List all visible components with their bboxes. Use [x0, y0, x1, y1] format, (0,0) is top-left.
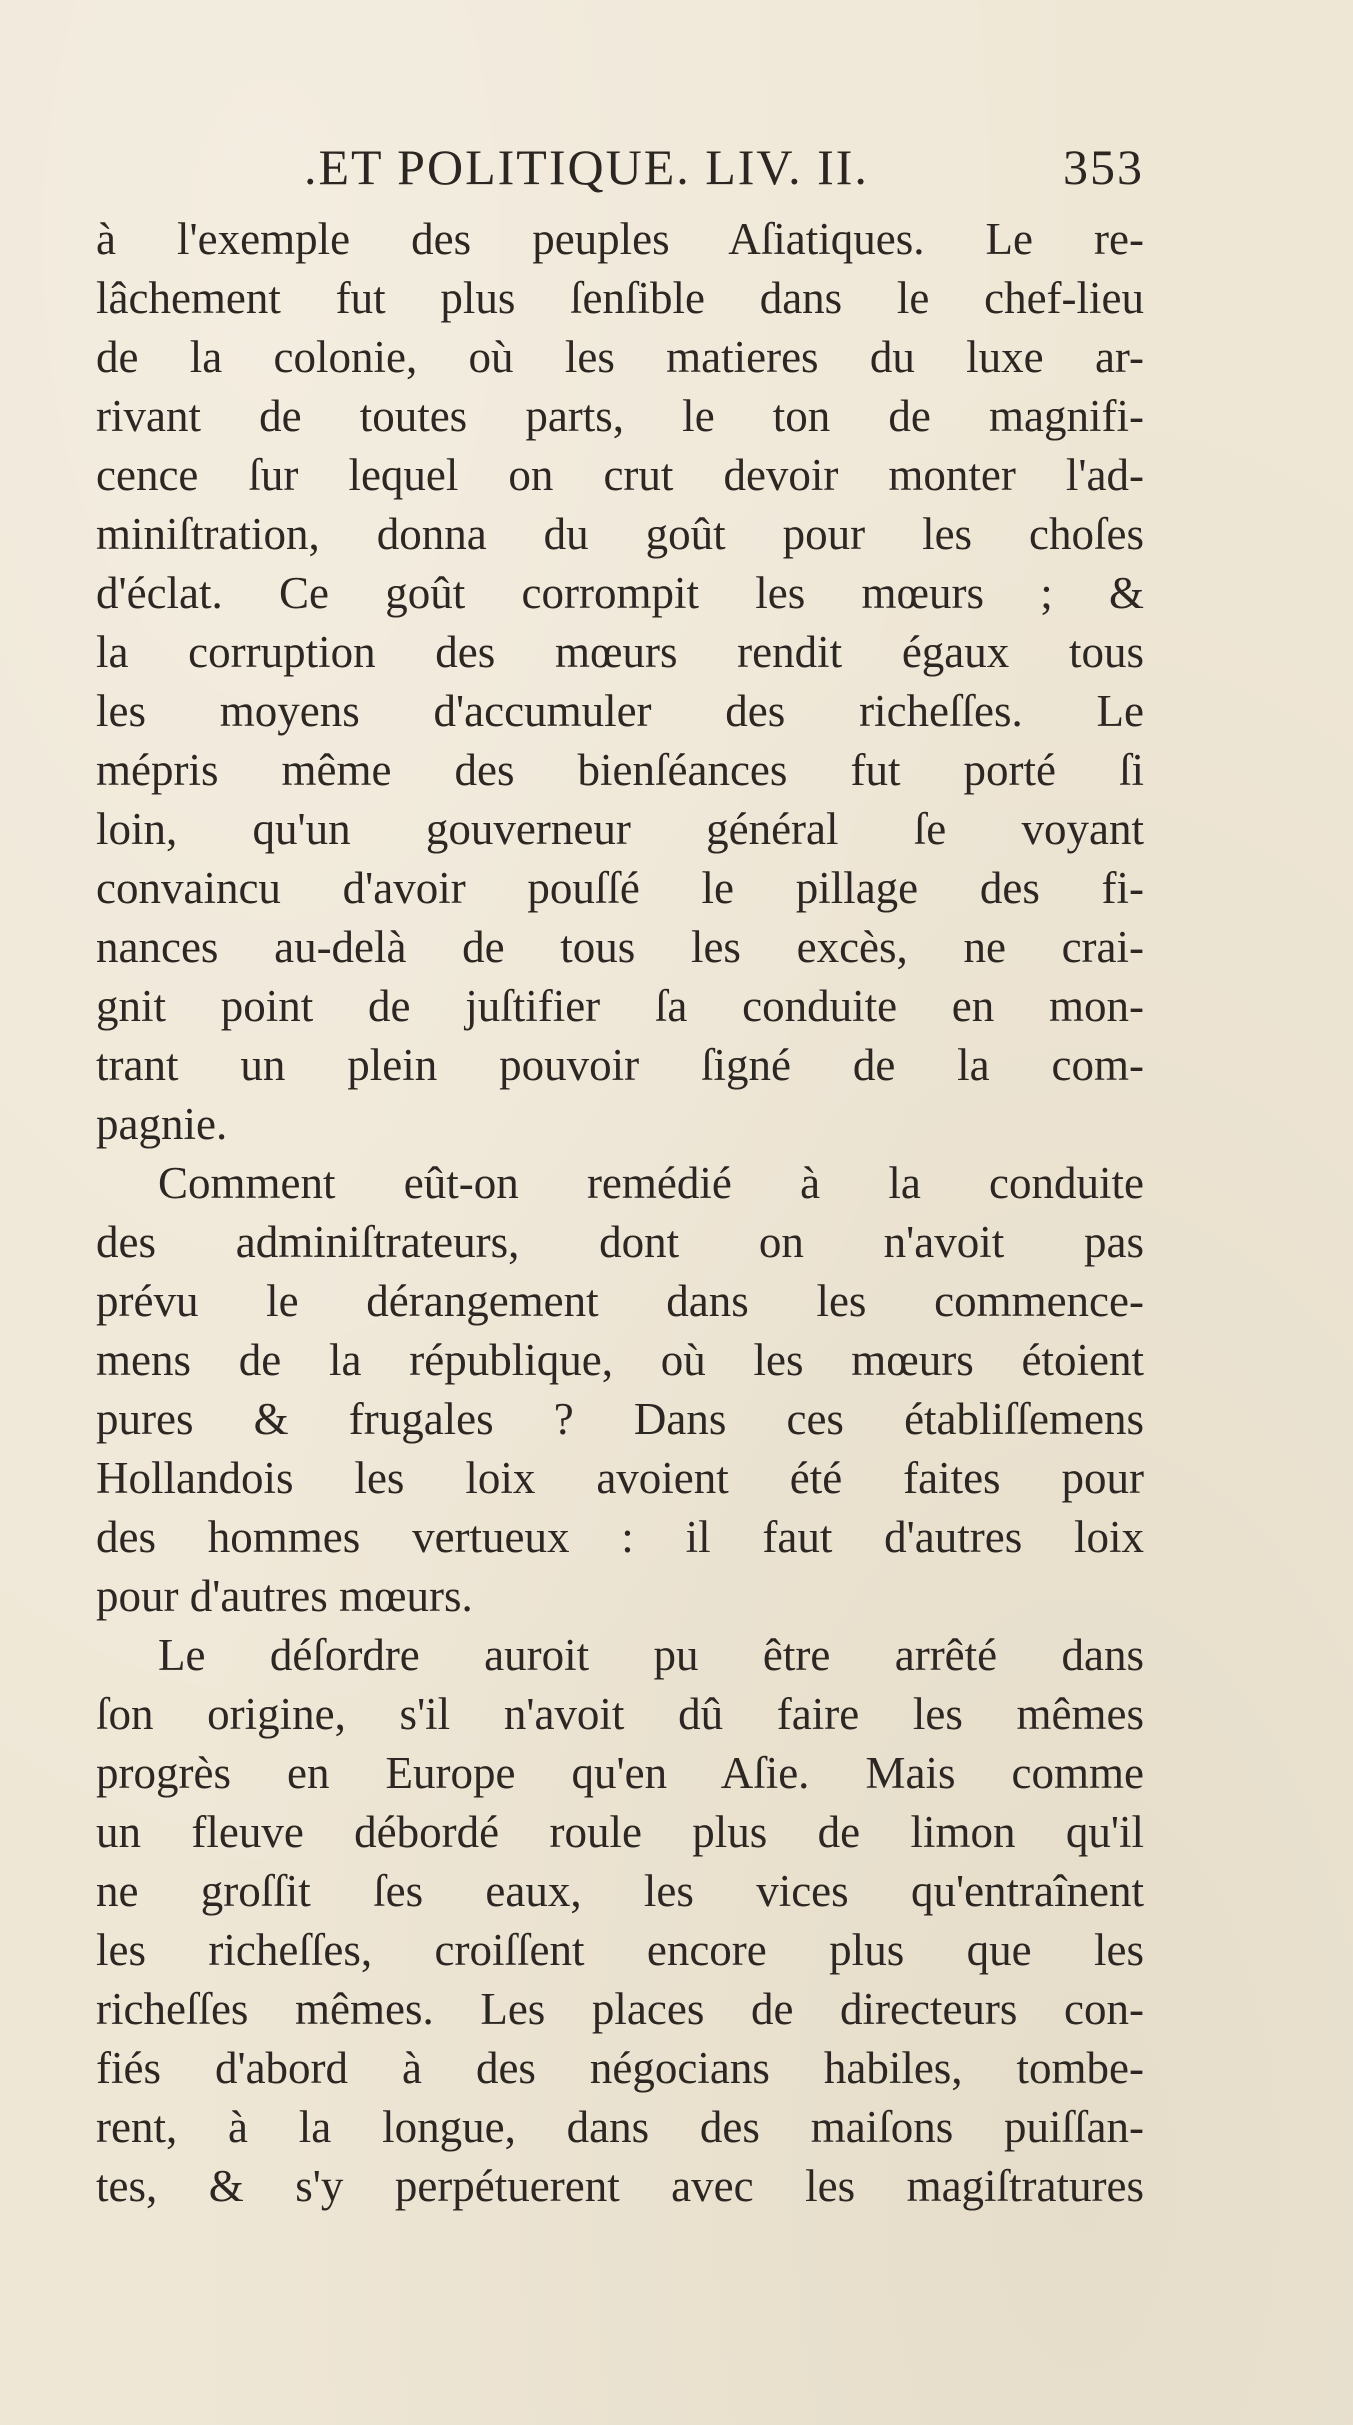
text-line: cence ſur lequel on crut devoir monter l'ad- — [96, 450, 1144, 500]
text-line: mépris même des bienſéances fut porté ſi — [96, 745, 1144, 795]
text-line: trant un plein pouvoir ſigné de la com- — [96, 1040, 1144, 1090]
text-line: des hommes vertueux : il faut d'autres loix — [96, 1512, 1144, 1562]
text-line: gnit point de juſtifier ſa conduite en mon- — [96, 981, 1144, 1031]
text-line: Comment eût-on remédié à la conduite — [158, 1158, 1144, 1208]
text-line: à l'exemple des peuples Aſiatiques. Le re- — [96, 214, 1144, 264]
text-line: tes, & s'y perpétuerent avec les magiſtratures — [96, 2161, 1144, 2211]
text-line: prévu le dérangement dans les commence- — [96, 1276, 1144, 1326]
text-line: ſon origine, s'il n'avoit dû faire les mêmes — [96, 1689, 1144, 1739]
text-line: fiés d'abord à des négocians habiles, tombe- — [96, 2043, 1144, 2093]
text-line: rent, à la longue, dans des maiſons puiſſan- — [96, 2102, 1144, 2152]
text-line: nances au-delà de tous les excès, ne crai- — [96, 922, 1144, 972]
running-title: .ET POLITIQUE. LIV. II. — [304, 139, 869, 195]
text-line: pour d'autres mœurs. — [96, 1571, 473, 1621]
text-line: les moyens d'accumuler des richeſſes. Le — [96, 686, 1144, 736]
text-line: la corruption des mœurs rendit égaux tous — [96, 627, 1144, 677]
text-line: richeſſes mêmes. Les places de directeurs con- — [96, 1984, 1144, 2034]
text-line: Le déſordre auroit pu être arrêté dans — [158, 1630, 1144, 1680]
text-line: loin, qu'un gouverneur général ſe voyant — [96, 804, 1144, 854]
paragraph-3 — [96, 1626, 1144, 2216]
text-line: miniſtration, donna du goût pour les choſes — [96, 509, 1144, 559]
text-line: convaincu d'avoir pouſſé le pillage des fi- — [96, 863, 1144, 913]
text-line: pagnie. — [96, 1099, 228, 1149]
running-head — [96, 138, 1144, 208]
page-number: 353 — [1063, 139, 1144, 195]
paragraph-1 — [96, 210, 1144, 1154]
text-line: Hollandois les loix avoient été faites pour — [96, 1453, 1144, 1503]
text-line: rivant de toutes parts, le ton de magnifi- — [96, 391, 1144, 441]
text-line: progrès en Europe qu'en Aſie. Mais comme — [96, 1748, 1144, 1798]
text-line: un fleuve débordé roule plus de limon qu'il — [96, 1807, 1144, 1857]
paragraph-2 — [96, 1154, 1144, 1626]
text-line: des adminiſtrateurs, dont on n'avoit pas — [96, 1217, 1144, 1267]
text-line: d'éclat. Ce goût corrompit les mœurs ; & — [96, 568, 1144, 618]
text-line: de la colonie, où les matieres du luxe ar- — [96, 332, 1144, 382]
text-line: mens de la république, où les mœurs étoient — [96, 1335, 1144, 1385]
text-line: pures & frugales ? Dans ces établiſſemens — [96, 1394, 1144, 1444]
text-line: lâchement fut plus ſenſible dans le chef-lieu — [96, 273, 1144, 323]
body-text — [96, 210, 1144, 2216]
text-line: ne groſſit ſes eaux, les vices qu'entraînent — [96, 1866, 1144, 1916]
text-line: les richeſſes, croiſſent encore plus que les — [96, 1925, 1144, 1975]
